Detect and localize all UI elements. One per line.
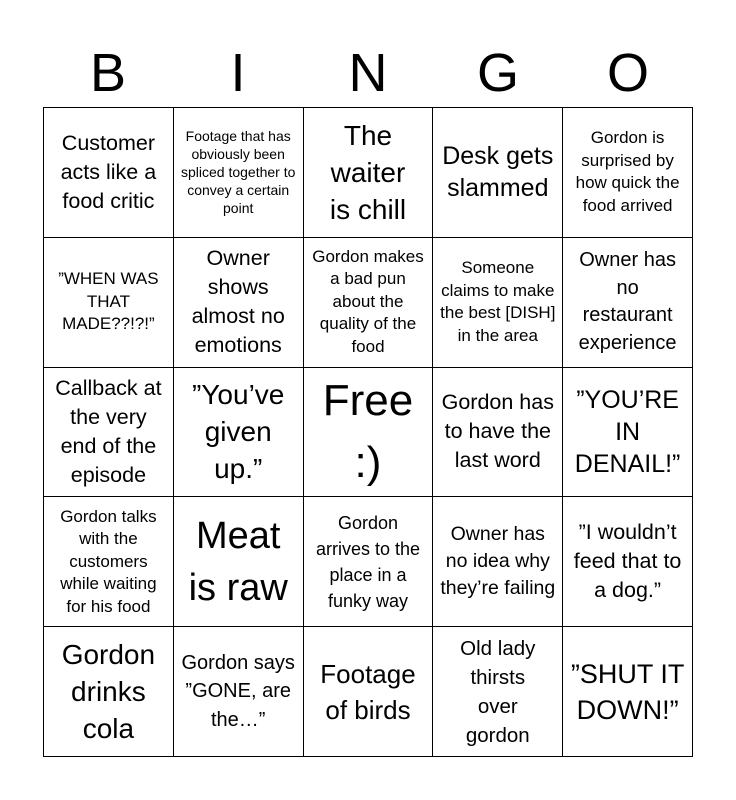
cell-text: ”You’ve given up.” <box>192 379 285 485</box>
bingo-cell[interactable] <box>304 497 434 627</box>
cell-text: Owner has no idea why they’re failing <box>440 523 556 600</box>
bingo-cell[interactable] <box>563 627 693 757</box>
cell-text: Meat is raw <box>188 514 288 609</box>
cell-text: Gordon says ”GONE, are the…” <box>181 651 295 731</box>
cell-text: Footage of birds <box>320 658 416 725</box>
cell-text: Callback at the very end of the episode <box>55 375 162 487</box>
cell-text: Gordon is surprised by how quick the food arrived <box>575 128 680 215</box>
header-letter-b: B <box>89 43 127 103</box>
free-space[interactable] <box>304 368 434 498</box>
header-letter-n: N <box>348 43 388 103</box>
bingo-cell[interactable] <box>174 108 304 238</box>
bingo-cell[interactable] <box>433 368 563 498</box>
bingo-cell[interactable] <box>304 108 434 238</box>
cell-text: Footage that has obviously been spliced together to convey a certain point <box>180 128 296 217</box>
cell-text: Free :) <box>322 376 414 487</box>
bingo-header <box>43 40 693 106</box>
header-letter-i: I <box>230 43 246 103</box>
bingo-cell[interactable] <box>44 627 174 757</box>
bingo-cell[interactable] <box>174 238 304 368</box>
bingo-cell[interactable] <box>433 627 563 757</box>
header-letter-o: O <box>606 43 649 103</box>
cell-text: ”WHEN WAS THAT MADE??!?!” <box>58 269 159 334</box>
bingo-cell[interactable] <box>433 108 563 238</box>
bingo-board <box>43 107 693 757</box>
cell-text: Gordon talks with the customers while waiting for his food <box>60 506 157 616</box>
bingo-cell[interactable] <box>44 108 174 238</box>
bingo-cell[interactable] <box>44 497 174 627</box>
bingo-cell[interactable] <box>563 238 693 368</box>
cell-text: Gordon drinks cola <box>61 639 156 745</box>
bingo-cell[interactable] <box>304 627 434 757</box>
bingo-cell[interactable] <box>44 368 174 498</box>
bingo-cell[interactable] <box>563 108 693 238</box>
cell-text: ”YOU’RE IN DENAIL!” <box>574 385 681 478</box>
cell-text: Owner shows almost no emotions <box>191 246 285 358</box>
cell-text: Someone claims to make the best [DISH] in the area <box>440 258 556 345</box>
bingo-cell[interactable] <box>174 627 304 757</box>
cell-text: Gordon arrives to the place in a funky way <box>315 512 421 611</box>
bingo-cell[interactable] <box>563 368 693 498</box>
bingo-cell[interactable] <box>433 238 563 368</box>
bingo-cell[interactable] <box>304 238 434 368</box>
cell-text: Gordon has to have the last word <box>441 390 554 473</box>
bingo-cell[interactable] <box>563 497 693 627</box>
bingo-cell[interactable] <box>433 497 563 627</box>
cell-text: Gordon makes a bad pun about the quality of the food <box>312 246 424 356</box>
cell-text: Old lady thirsts over gordon <box>460 636 536 747</box>
cell-text: ”I wouldn’t feed that to a dog.” <box>573 520 682 603</box>
header-letter-g: G <box>476 43 519 103</box>
cell-text: Customer acts like a food critic <box>60 130 157 213</box>
bingo-cell[interactable] <box>44 238 174 368</box>
cell-text: The waiter is chill <box>329 119 407 225</box>
cell-text: Desk gets slammed <box>442 142 554 203</box>
bingo-cell[interactable] <box>174 368 304 498</box>
bingo-cell[interactable] <box>174 497 304 627</box>
cell-text: Owner has no restaurant experience <box>578 249 677 354</box>
cell-text: ”SHUT IT DOWN!” <box>570 658 685 725</box>
